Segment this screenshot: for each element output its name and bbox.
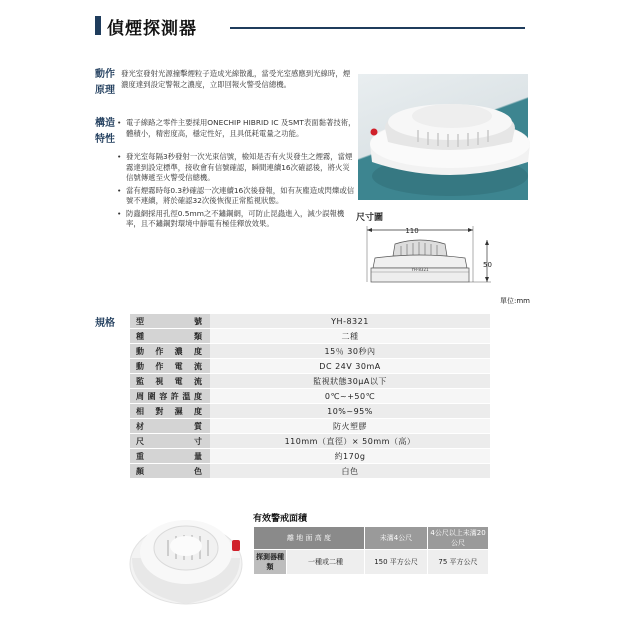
- spec-key-char: 質: [194, 421, 202, 431]
- spec-key-char: 號: [194, 316, 202, 326]
- spec-value: 監視狀態30μA以下: [210, 374, 490, 389]
- coverage-col1: 未滿4公尺: [365, 527, 428, 550]
- page-title: 偵煙探測器: [107, 19, 197, 39]
- spec-key-char: 動: [136, 361, 144, 371]
- spec-key: [130, 449, 210, 464]
- principle-label-line2: 原理: [95, 85, 115, 96]
- spec-key-char: 濃: [174, 346, 183, 356]
- spec-row: [130, 449, 490, 464]
- spec-key-char: 流: [193, 376, 202, 386]
- spec-key-char: 度: [193, 406, 202, 416]
- spec-value: 二種: [210, 329, 490, 344]
- smoke-detector-photo: [340, 66, 530, 200]
- spec-key-char: 量: [194, 451, 202, 461]
- spec-key-char: 對: [155, 406, 164, 416]
- features-label: [95, 116, 115, 148]
- spec-key-char: 濕: [174, 406, 183, 416]
- spec-key: [130, 329, 210, 344]
- spec-key-char: 監: [136, 376, 144, 386]
- features-list: [117, 152, 357, 232]
- spec-key-char: 許: [170, 391, 179, 401]
- coverage-row-val2: 75 平方公尺: [428, 550, 489, 575]
- spec-key-char: 尺: [136, 436, 144, 446]
- spec-key-char: 溫: [182, 391, 191, 401]
- feature-item-0: • 電子線路之零件主要採用ONECHIP HIBRID IC 及SMT表面黏著技術，體積小，精密度高，穩定性好，且具低耗電量之功能。: [117, 118, 356, 138]
- spec-key-char: 材: [136, 421, 144, 431]
- dimension-part-label: YH-8321: [411, 267, 429, 272]
- coverage-row-label: 探測器種 類: [254, 550, 287, 575]
- spec-key-char: 寸: [194, 436, 202, 446]
- title-accent-bar: [95, 16, 101, 35]
- spec-key-char: 重: [136, 451, 144, 461]
- title-underline: [230, 27, 525, 29]
- spec-key-char: 圍: [147, 391, 156, 401]
- spec-row: [130, 344, 490, 359]
- spec-key-char: 容: [159, 391, 168, 401]
- coverage-title: 有效警戒面積: [253, 514, 308, 524]
- spec-row: [130, 329, 490, 344]
- spec-row: [130, 434, 490, 449]
- coverage-col2: 4公尺以上未滿20公尺: [428, 527, 489, 550]
- spec-key-char: 流: [193, 361, 202, 371]
- spec-row: [130, 359, 490, 374]
- coverage-row-type: 一種或二種: [287, 550, 365, 575]
- spec-key-char: 度: [193, 346, 202, 356]
- spec-key-char: 顏: [136, 466, 144, 476]
- led-indicator-icon: [371, 129, 378, 136]
- principle-text: 發光室發射光源撞擊煙粒子造成光線散亂，當受光室感應到光線時，煙濃度達到設定警報之濃度，立即回報火警受信總機。: [121, 69, 351, 89]
- dimension-title: 尺寸圖: [356, 213, 384, 223]
- spec-row: [130, 389, 490, 404]
- spec-key-char: 視: [155, 376, 164, 386]
- spec-value: DC 24V 30mA: [210, 359, 490, 374]
- spec-row: [130, 374, 490, 389]
- features-label-line2: 特性: [95, 134, 115, 145]
- spec-key-char: 相: [136, 406, 144, 416]
- spec-key-char: 種: [136, 331, 144, 341]
- spec-value: 15％ 30秒內: [210, 344, 490, 359]
- spec-key: [130, 434, 210, 449]
- coverage-table: [253, 526, 489, 575]
- spec-key: [130, 344, 210, 359]
- smoke-detector-bottom-photo: [128, 496, 250, 608]
- spec-label: 規格: [95, 318, 115, 329]
- spec-key: [130, 464, 210, 479]
- dimension-drawing: [355, 222, 505, 300]
- spec-row: [130, 314, 490, 329]
- spec-value: 防火塑膠: [210, 419, 490, 434]
- spec-key-char: 作: [155, 346, 164, 356]
- led-indicator-icon: [232, 540, 240, 551]
- spec-row: [130, 419, 490, 434]
- dimension-unit: 單位:mm: [500, 297, 530, 305]
- spec-key-char: 動: [136, 346, 144, 356]
- spec-key-char: 周: [136, 391, 144, 401]
- spec-key-char: 度: [193, 391, 202, 401]
- feature-item-2: • 當有煙霧時每0.3秒確認一次連續16次後發報，如有灰塵造成閃爍或信號不連續，將於確認32次後恢復正常監視狀態。: [117, 186, 357, 207]
- coverage-header-label: 離 地 面 高 度: [254, 527, 365, 550]
- spec-key-char: 色: [194, 466, 202, 476]
- spec-key-char: 類: [194, 331, 202, 341]
- spec-key: [130, 389, 210, 404]
- spec-table: [130, 314, 490, 479]
- spec-value: 10%~95%: [210, 404, 490, 419]
- spec-row: [130, 404, 490, 419]
- feature-item-3: • 防蟲網採用孔徑0.5mm之不鏽鋼網，可防止昆蟲進入，減少誤報機率，且不鏽鋼對環境中靜電有極佳釋放效果。: [117, 209, 357, 230]
- spec-key-char: 電: [174, 376, 183, 386]
- spec-value: 約170g: [210, 449, 490, 464]
- spec-key: [130, 314, 210, 329]
- spec-key: [130, 374, 210, 389]
- dimension-height-label: 50: [483, 261, 492, 269]
- spec-key: [130, 359, 210, 374]
- principle-label: [95, 67, 115, 99]
- spec-key-char: 電: [174, 361, 183, 371]
- spec-value: 0℃~+50℃: [210, 389, 490, 404]
- features-label-line1: 構造: [95, 118, 115, 129]
- spec-key-char: 型: [136, 316, 144, 326]
- spec-key-char: 作: [155, 361, 164, 371]
- spec-value: 110mm（直徑）× 50mm（高）: [210, 434, 490, 449]
- spec-value: 白色: [210, 464, 490, 479]
- spec-value: YH-8321: [210, 314, 490, 329]
- spec-key: [130, 419, 210, 434]
- principle-label-line1: 動作: [95, 69, 115, 80]
- dimension-width-label: 110: [405, 227, 419, 235]
- feature-item-1: • 發光室每隔3秒發射一次光束信號，檢知是否有火災發生之煙霧，當煙霧達到設定標準，接收會有信號確認，瞬間連續16次確認後，將火災信號傳遞至火警受信總機。: [117, 152, 357, 184]
- spec-key: [130, 404, 210, 419]
- coverage-row-val1: 150 平方公尺: [365, 550, 428, 575]
- spec-row: [130, 464, 490, 479]
